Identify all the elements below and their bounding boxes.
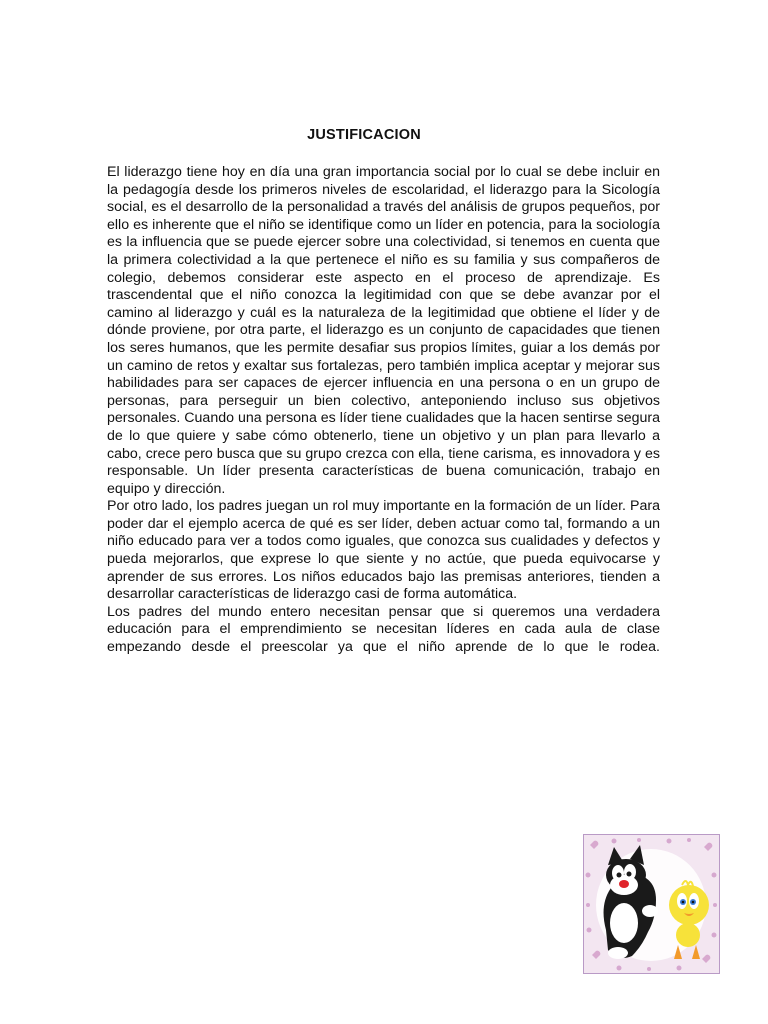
- cartoon-cat-and-bird-icon: [584, 835, 719, 973]
- paragraph-3: Los padres del mundo entero necesitan pensar que si queremos una verdadera educación para el emprendimiento se necesitan líderes en cada aula de clase empezando desde el preescolar ya que el niño aprende de lo que le rodea.: [107, 603, 660, 656]
- paragraph-1: El liderazgo tiene hoy en día una gran importancia social por lo cual se debe incluir en la pedagogía desde los primeros niveles de escolaridad, el liderazgo para la Sicología social, es el desarrollo de la personalidad a través del análisis de grupos pequeños, por ello es inherente que el niño se identifique como un líder en potencia, para la sociología es la influencia que se puede ejercer sobre una colectividad, si tenemos en cuenta que la primera colectividad a la que pertenece el niño es su familia y sus compañeros de colegio, debemos considerar este aspecto en el proceso de aprendizaje. Es trascendental que el niño conozca la legitimidad con que se debe avanzar por el camino al liderazgo y cuál es la naturaleza de la legitimidad que obtiene el líder y de dónde proviene, por otra parte, el liderazgo es un conjunto de capacidades que tienen los seres humanos, que les permite desafiar sus propios límites, guiar a los demás por un camino de retos y exaltar sus fortalezas, pero también implica aceptar y mejorar sus habilidades para ser capaces de ejercer influencia en una persona o en un grupo de personas, para perseguir un bien colectivo, anteponiendo incluso sus objetivos personales. Cuando una persona es líder tiene cualidades que la hacen sentirse segura de lo que quiere y sabe cómo obtenerlo, tiene un objetivo y un plan para llevarlo a cabo, crece pero busca que su grupo crezca con ella, tiene carisma, es innovadora y es responsable. Un líder presenta características de buena comunicación, trabajo en equipo y dirección.: [107, 164, 660, 497]
- page-title: JUSTIFICACION: [307, 127, 421, 143]
- cartoon-illustration: [583, 834, 720, 974]
- document-body: [107, 164, 660, 657]
- paragraph-2: Por otro lado, los padres juegan un rol muy importante en la formación de un líder. Para poder dar el ejemplo acerca de qué es ser líder, deben actuar como tal, formando a un niño educado para ver a todos como iguales, que conozca sus cualidades y defectos y pueda mejorarlos, que exprese lo que siente y no actúe, que pueda equivocarse y aprender de sus errores. Los niños educados bajo las premisas anteriores, tienden a desarrollar características de liderazgo casi de forma automática.: [107, 498, 660, 603]
